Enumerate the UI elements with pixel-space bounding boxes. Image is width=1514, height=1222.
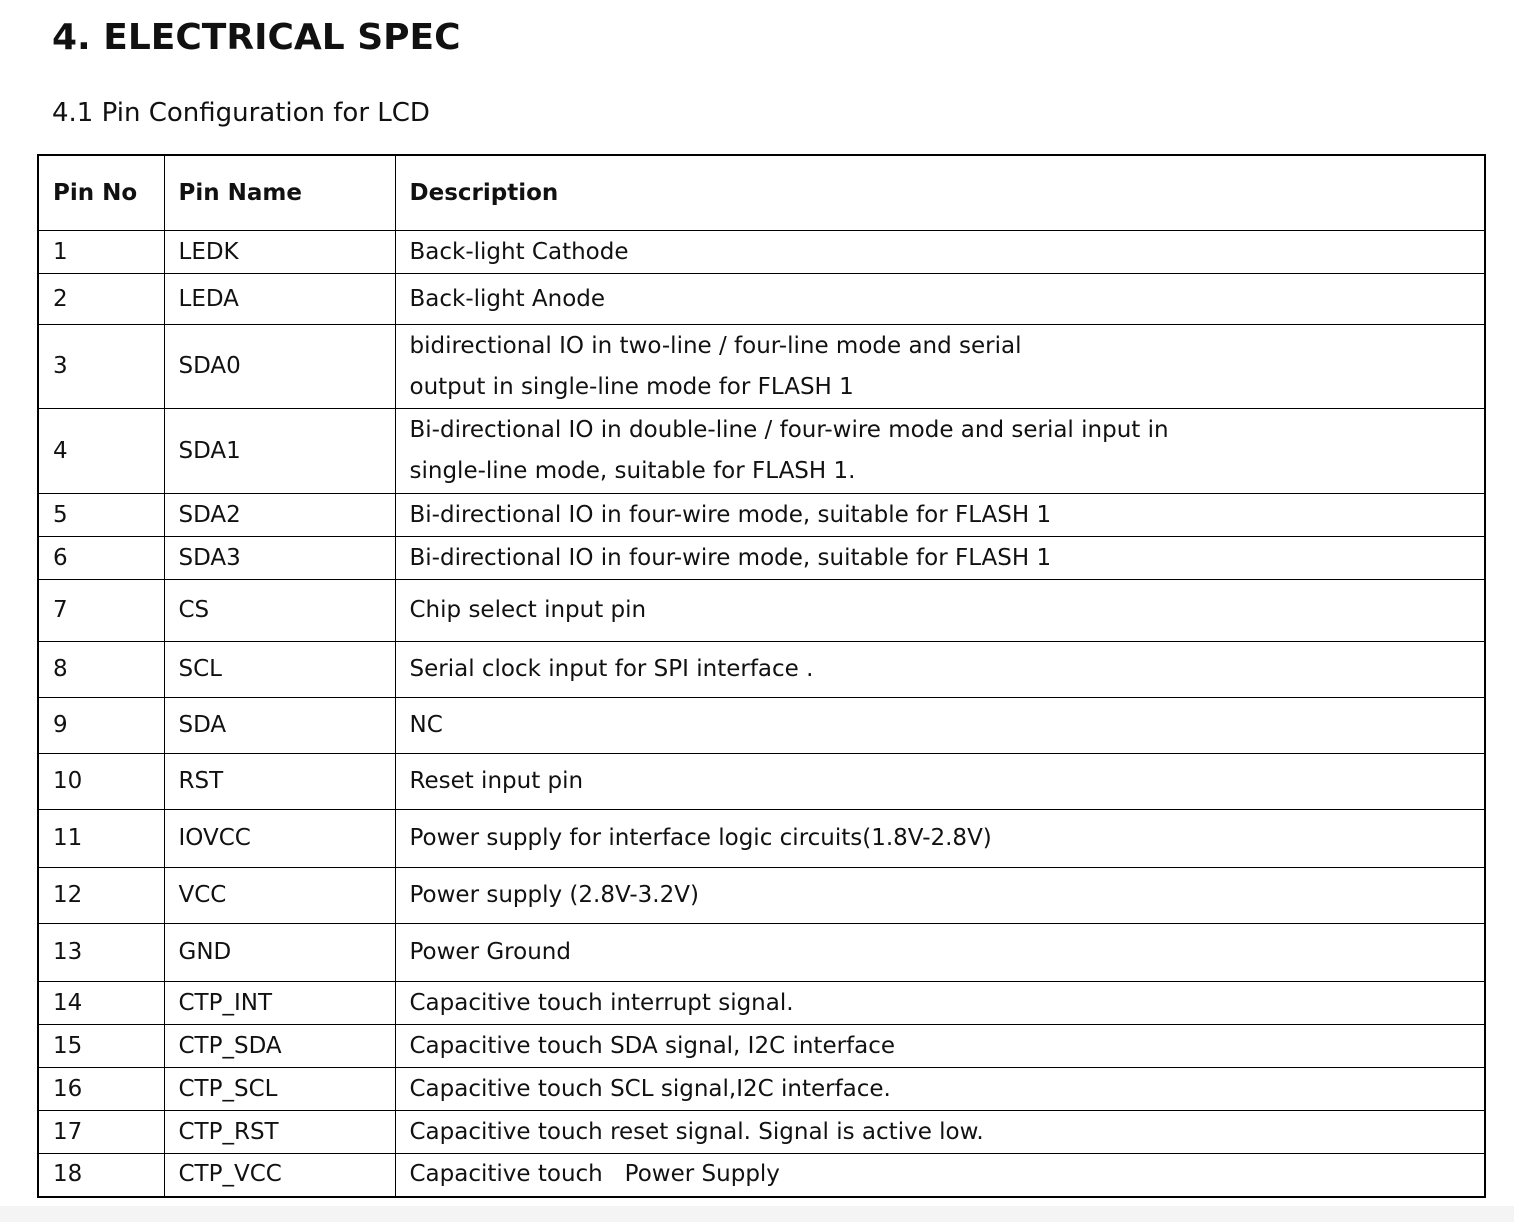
description-cell: Capacitive touch reset signal. Signal is active low. <box>395 1111 1485 1154</box>
description-text: Bi-directional IO in double-line / four-wire mode and serial input in single-line mode, suitable for FLASH 1. <box>409 417 1169 484</box>
pin-no-cell: 3 <box>38 325 164 409</box>
header-description: Description <box>395 155 1485 231</box>
pin-name-cell: VCC <box>164 868 395 924</box>
table-row <box>38 698 1485 754</box>
description-cell: Back-light Anode <box>395 274 1485 325</box>
pin-no-cell: 4 <box>38 409 164 494</box>
description-cell: Bi-directional IO in four-wire mode, suitable for FLASH 1 <box>395 537 1485 580</box>
pin-no-cell: 2 <box>38 274 164 325</box>
pin-name-cell: CS <box>164 580 395 642</box>
pin-name-cell: SDA <box>164 698 395 754</box>
pin-name-cell: SDA3 <box>164 537 395 580</box>
table-row <box>38 409 1485 494</box>
description-cell: Capacitive touch SCL signal,I2C interface. <box>395 1068 1485 1111</box>
description-text: bidirectional IO in two-line / four-line mode and serial output in single-line mode for FLASH 1 <box>409 332 1022 400</box>
pin-name-cell: CTP_SDA <box>164 1025 395 1068</box>
table-row <box>38 642 1485 698</box>
description-cell: Power supply for interface logic circuits(1.8V-2.8V) <box>395 810 1485 868</box>
pin-no-cell: 11 <box>38 810 164 868</box>
description-cell: Capacitive touch interrupt signal. <box>395 982 1485 1025</box>
pin-name-cell: SDA2 <box>164 494 395 537</box>
table-row <box>38 1154 1485 1197</box>
table-row <box>38 1025 1485 1068</box>
description-cell: Reset input pin <box>395 754 1485 810</box>
subsection-title: 4.1 Pin Configuration for LCD <box>52 98 430 128</box>
pin-no-cell: 6 <box>38 537 164 580</box>
section-title: 4. ELECTRICAL SPEC <box>52 17 461 58</box>
table-row <box>38 924 1485 982</box>
table-row <box>38 1111 1485 1154</box>
pin-name-cell: SDA1 <box>164 409 395 494</box>
pin-no-cell: 8 <box>38 642 164 698</box>
pin-name-cell: SCL <box>164 642 395 698</box>
pin-name-cell: LEDA <box>164 274 395 325</box>
pin-name-cell: IOVCC <box>164 810 395 868</box>
description-cell: Back-light Cathode <box>395 231 1485 274</box>
description-cell: Bi-directional IO in four-wire mode, suitable for FLASH 1 <box>395 494 1485 537</box>
pin-no-cell: 15 <box>38 1025 164 1068</box>
description-cell <box>395 325 1485 409</box>
pin-no-cell: 9 <box>38 698 164 754</box>
pin-name-cell: SDA0 <box>164 325 395 409</box>
pin-no-cell: 16 <box>38 1068 164 1111</box>
table-row <box>38 580 1485 642</box>
pin-name-cell: RST <box>164 754 395 810</box>
table-row <box>38 754 1485 810</box>
table-row <box>38 231 1485 274</box>
pin-name-cell: LEDK <box>164 231 395 274</box>
description-cell: Serial clock input for SPI interface . <box>395 642 1485 698</box>
table-row <box>38 982 1485 1025</box>
table-row <box>38 537 1485 580</box>
pin-no-cell: 18 <box>38 1154 164 1197</box>
description-cell: Power Ground <box>395 924 1485 982</box>
table-row <box>38 494 1485 537</box>
description-cell: Capacitive touch Power Supply <box>395 1154 1485 1197</box>
description-cell <box>395 409 1485 494</box>
table-header-row <box>38 155 1485 231</box>
pin-no-cell: 7 <box>38 580 164 642</box>
description-cell: Capacitive touch SDA signal, I2C interface <box>395 1025 1485 1068</box>
description-cell: NC <box>395 698 1485 754</box>
pin-name-cell: CTP_SCL <box>164 1068 395 1111</box>
table-row <box>38 274 1485 325</box>
pin-name-cell: CTP_VCC <box>164 1154 395 1197</box>
pin-no-cell: 12 <box>38 868 164 924</box>
description-cell: Power supply (2.8V-3.2V) <box>395 868 1485 924</box>
description-cell: Chip select input pin <box>395 580 1485 642</box>
pin-no-cell: 5 <box>38 494 164 537</box>
table-row <box>38 810 1485 868</box>
pin-configuration-table <box>37 154 1486 1198</box>
table-row <box>38 868 1485 924</box>
pin-no-cell: 14 <box>38 982 164 1025</box>
header-pin-no: Pin No <box>38 155 164 231</box>
pin-name-cell: GND <box>164 924 395 982</box>
pin-no-cell: 17 <box>38 1111 164 1154</box>
table-row <box>38 325 1485 409</box>
header-pin-name: Pin Name <box>164 155 395 231</box>
pin-no-cell: 10 <box>38 754 164 810</box>
pin-no-cell: 1 <box>38 231 164 274</box>
page-bottom-edge <box>0 1206 1514 1222</box>
pin-no-cell: 13 <box>38 924 164 982</box>
table-row <box>38 1068 1485 1111</box>
pin-name-cell: CTP_RST <box>164 1111 395 1154</box>
pin-name-cell: CTP_INT <box>164 982 395 1025</box>
